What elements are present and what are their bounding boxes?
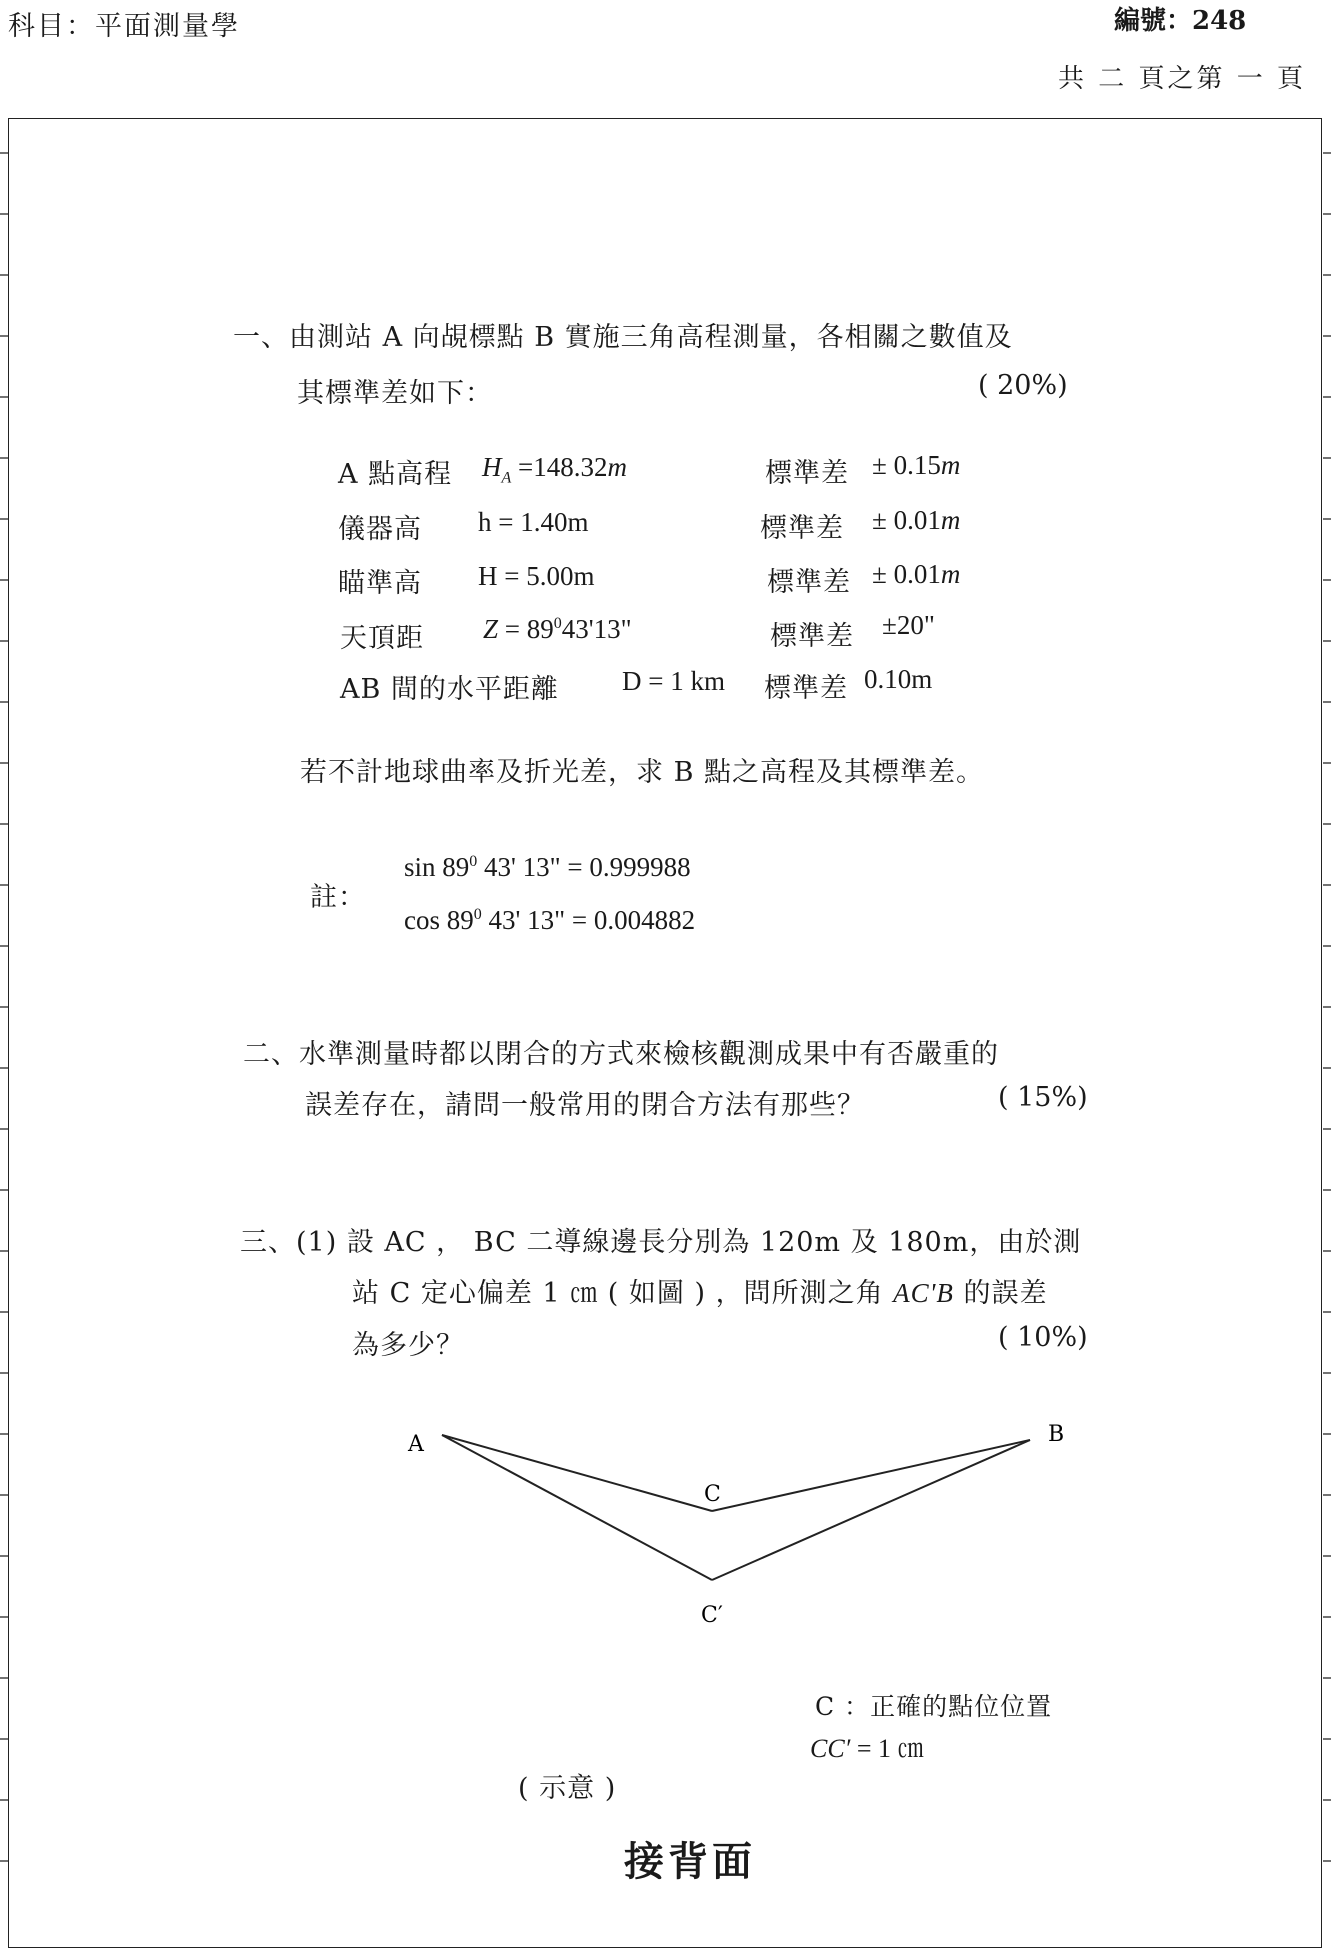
row-value: D = 1 km xyxy=(622,666,725,696)
q1-note-label: 註： xyxy=(310,882,366,913)
continue-on-back: 接背面 xyxy=(624,1838,756,1885)
page-info: 共 二 頁之第 一 頁 xyxy=(1058,64,1307,94)
row-label: 儀器高 xyxy=(338,514,422,545)
figure-caption: ( 示意 ) xyxy=(518,1773,617,1804)
row-sd-value: ±20" xyxy=(882,610,935,640)
row-label: 天頂距 xyxy=(340,623,424,654)
q1-note-cos: $\cos 89^0$ 43' 13" = 0.004882 xyxy=(404,905,696,935)
line-c-b xyxy=(712,1440,1030,1511)
line-a-c xyxy=(442,1435,712,1511)
row-sd-label: 標準差 xyxy=(760,513,844,544)
eccentricity-diagram xyxy=(390,1400,1070,1640)
point-label-c: C xyxy=(704,1482,721,1507)
point-label-a: A xyxy=(408,1432,424,1457)
figure-legend-2: CC′ = 1 ㎝ xyxy=(810,1734,924,1763)
q2-percent: ( 15%) xyxy=(998,1082,1088,1113)
exam-subject: 科目：平面測量學 xyxy=(8,11,240,42)
row-sd-label: 標準差 xyxy=(765,458,849,489)
q1-note-sin: $\sin 89^0$ 43' 13" = 0.999988 xyxy=(404,852,691,882)
point-label-c-prime: C′ xyxy=(701,1603,723,1628)
row-label: A 點高程 xyxy=(338,459,453,490)
row-label: 瞄準高 xyxy=(338,568,422,599)
q1-line1: 一、由測站 A 向覘標點 B 實施三角高程測量，各相關之數值及 xyxy=(233,322,1013,353)
row-value: H = 5.00m xyxy=(478,561,595,591)
row-value: $H_A =148.32m$ xyxy=(482,452,628,487)
right-margin-ticks xyxy=(1323,118,1331,1911)
row-label: AB 間的水平距離 xyxy=(340,674,559,705)
row-sd-value: ± 0.01m xyxy=(872,559,961,589)
q3-percent: ( 10%) xyxy=(998,1322,1088,1353)
q3-line3: 為多少？ xyxy=(352,1330,464,1361)
row-value: $Z = 89^043'13$" xyxy=(483,614,632,644)
q2-line2: 誤差存在，請問一般常用的閉合方法有那些？ xyxy=(305,1090,865,1121)
q3-line2: 站 C 定心偏差 1 ㎝ ( 如圖 ) ，問所測之角 AC'B 的誤差 xyxy=(352,1278,1048,1309)
line-c-prime-b xyxy=(712,1440,1030,1580)
row-sd-value: 0.10m xyxy=(864,664,933,694)
row-sd-label: 標準差 xyxy=(770,621,854,652)
line-a-c-prime xyxy=(442,1435,712,1580)
row-sd-value: ± 0.01m xyxy=(872,505,961,535)
left-margin-ticks xyxy=(0,118,10,1911)
row-sd-label: 標準差 xyxy=(767,567,851,598)
row-sd-label: 標準差 xyxy=(764,673,848,704)
point-label-b: B xyxy=(1048,1422,1065,1447)
q2-line1: 二、水準測量時都以閉合的方式來檢核觀測成果中有否嚴重的 xyxy=(243,1039,999,1070)
exam-code: 編號：248 xyxy=(1114,6,1247,36)
q3-line1: 三、(1) 設 AC ， BC 二導線邊長分別為 120m 及 180m，由於測 xyxy=(240,1227,1082,1258)
q1-percent: ( 20%) xyxy=(978,370,1068,401)
q1-line2: 其標準差如下： xyxy=(297,378,493,409)
figure-legend-1: C ：正確的點位位置 xyxy=(815,1692,1053,1721)
q1-question: 若不計地球曲率及折光差，求 B 點之高程及其標準差。 xyxy=(300,757,985,788)
row-value: h = 1.40m xyxy=(478,507,589,537)
row-sd-value: ± 0.15m xyxy=(872,450,961,480)
